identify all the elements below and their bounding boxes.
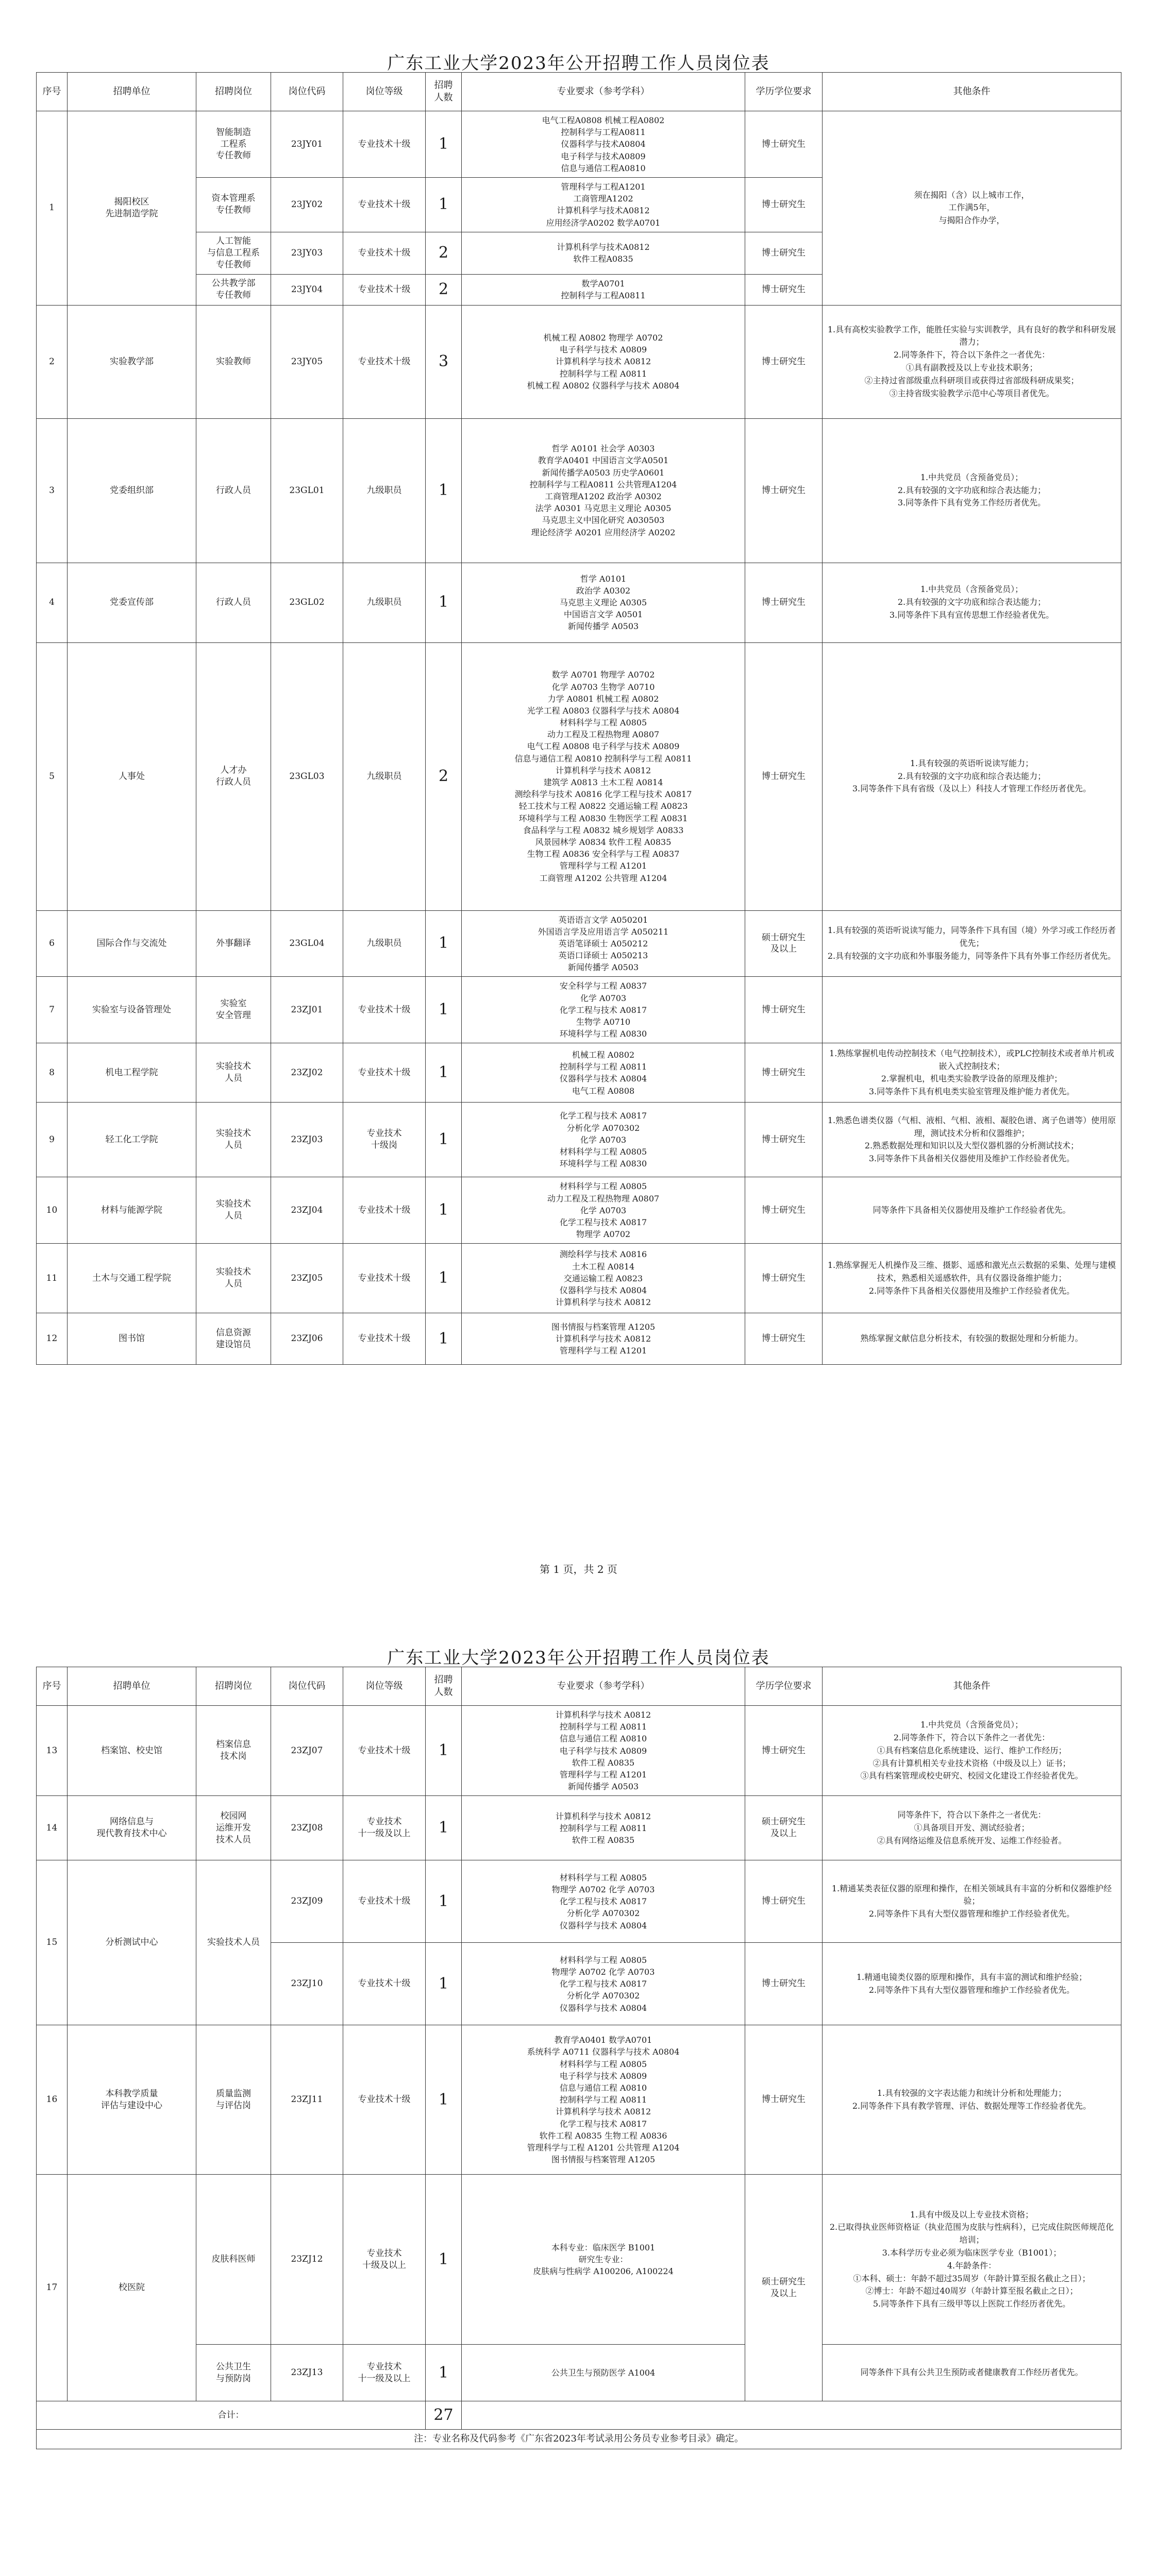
cell-edu: 博士研究生 (745, 418, 823, 563)
cell-seq: 2 (37, 305, 68, 418)
cell-unit: 国际合作与交流处 (68, 910, 196, 977)
cell-post: 校园网 运维开发 技术人员 (196, 1796, 271, 1860)
cell-level: 专业技术 十级岗 (343, 1103, 426, 1177)
cell-level: 九级职员 (343, 910, 426, 977)
header-major: 专业要求（参考学科） (462, 1667, 745, 1706)
cell-unit: 机电工程学院 (68, 1043, 196, 1103)
cell-major: 材料科学与工程 A0805 物理学 A0702 化学 A0703 化学工程与技术 A0817 分析化学 A070302 仪器科学与技术 A0804 (462, 1860, 745, 1943)
cell-post: 资本管理系 专任教师 (196, 177, 271, 232)
page-title: 广东工业大学2023年公开招聘工作人员岗位表 (387, 1648, 770, 1668)
page-title: 广东工业大学2023年公开招聘工作人员岗位表 (387, 53, 770, 74)
cell-seq: 6 (37, 910, 68, 977)
cell-seq: 10 (37, 1177, 68, 1244)
cell-unit: 人事处 (68, 642, 196, 910)
cell-code: 23ZJ09 (271, 1860, 343, 1943)
cell-edu: 博士研究生 (745, 232, 823, 274)
cell-level: 专业技术十级 (343, 1244, 426, 1313)
header-seq: 序号 (37, 1667, 68, 1706)
cell-post: 实验技术 人员 (196, 1177, 271, 1244)
header-major: 专业要求（参考学科） (462, 73, 745, 111)
cell-other: 同等条件下具有公共卫生预防或者健康教育工作经历者优先。 (823, 2345, 1121, 2401)
cell-code: 23GL01 (271, 418, 343, 563)
cell-level: 专业技术 十级及以上 (343, 2175, 426, 2345)
header-edu: 学历学位要求 (745, 1667, 823, 1706)
cell-major: 数学 A0701 物理学 A0702 化学 A0703 生物学 A0710 力学 A0801 机械工程 A0802 光学工程 A0803 仪器科学与技术 A0804 材料科学与工程 A0805 动力工程及工程热物理 A0807 电气工程 A0808 电子科学与技术 A0809 信息与通信工程 A0810 控制科学与工程 A0811 计算机科学与技术 A0812 建筑学 A0813 土木工程 A0814 测绘科学与技术 A0816 化学工程与技术 A0817 轻工技术与工程 A0822 交通运输工程 A0823 环境科学与工程 A0830 生物医学工程 A0831 食品科学与工程 A0832 城乡规划学 A0833 风景园林学 A0834 软件工程 A0835 生物工程 A0836 安全科学与工程 A0837 管理科学与工程 A1201 工商管理 A1202 公共管理 A1204 (462, 642, 745, 910)
table-row (37, 642, 1121, 910)
cell-other: 同等条件下具备相关仪器使用及维护工作经验者优先。 (823, 1177, 1121, 1244)
cell-code: 23ZJ08 (271, 1796, 343, 1860)
cell-major: 计算机科学与技术A0812 软件工程A0835 (462, 232, 745, 274)
cell-post: 人工智能 与信息工程系 专任教师 (196, 232, 271, 274)
cell-count: 1 (426, 1103, 462, 1177)
cell-count: 1 (426, 2175, 462, 2345)
cell-unit: 材料与能源学院 (68, 1177, 196, 1244)
cell-unit: 图书馆 (68, 1313, 196, 1365)
cell-post: 公共卫生 与预防岗 (196, 2345, 271, 2401)
cell-other: 熟练掌握文献信息分析技术，有较强的数据处理和分析能力。 (823, 1313, 1121, 1365)
cell-seq: 9 (37, 1103, 68, 1177)
cell-edu: 博士研究生 (745, 1177, 823, 1244)
page-2 (0, 1636, 1157, 2576)
cell-major: 机械工程 A0802 控制科学与工程 A0811 仪器科学与技术 A0804 电气工程 A0808 (462, 1043, 745, 1103)
cell-edu: 博士研究生 (745, 305, 823, 418)
cell-code: 23ZJ01 (271, 977, 343, 1043)
cell-level: 专业技术十级 (343, 1043, 426, 1103)
table-row (37, 1706, 1121, 1796)
cell-other: 1.具有高校实验教学工作，能胜任实验与实训教学，具有良好的教学和科研发展潜力； 2.同等条件下，符合以下条件之一者优先： ①具有副教授及以上专业技术职务； ②主持过省部级重点科研项目或获得过省部级科研成果奖； ③主持省级实验教学示范中心等项目者优先。 (823, 305, 1121, 418)
cell-level: 专业技术 十一级及以上 (343, 2345, 426, 2401)
cell-code: 23ZJ13 (271, 2345, 343, 2401)
cell-code: 23GL04 (271, 910, 343, 977)
cell-level: 九级职员 (343, 563, 426, 642)
table-row (37, 2175, 1121, 2345)
cell-post: 行政人员 (196, 418, 271, 563)
cell-unit: 档案馆、校史馆 (68, 1706, 196, 1796)
cell-major: 本科专业：临床医学 B1001 研究生专业： 皮肤病与性病学 A100206, A100224 (462, 2175, 745, 2345)
cell-count: 1 (426, 1043, 462, 1103)
cell-major: 安全科学与工程 A0837 化学 A0703 化学工程与技术 A0817 生物学 A0710 环境科学与工程 A0830 (462, 977, 745, 1043)
cell-level: 专业技术十级 (343, 977, 426, 1043)
cell-edu: 硕士研究生 及以上 (745, 1796, 823, 1860)
header-other: 其他条件 (823, 1667, 1121, 1706)
cell-post: 档案信息 技术岗 (196, 1706, 271, 1796)
cell-code: 23JY01 (271, 111, 343, 178)
cell-other: 1.中共党员（含预备党员）； 2.同等条件下，符合以下条件之一者优先： ①具有档案信息化系统建设、运行、维护工作经历； ②具有计算机相关专业技术资格（中级及以上）证书； ③具有档案管理或校史研究、校园文化建设工作经验者优先。 (823, 1706, 1121, 1796)
cell-other: 1.精通某类表征仪器的原理和操作，在相关领域具有丰富的分析和仪器维护经验； 2.同等条件下具有大型仪器管理和维护工作经验者优先。 (823, 1860, 1121, 1943)
table-row (37, 1244, 1121, 1313)
cell-level: 专业技术十级 (343, 1177, 426, 1244)
cell-major: 测绘科学与技术 A0816 土木工程 A0814 交通运输工程 A0823 仪器科学与技术 A0804 计算机科学与技术 A0812 (462, 1244, 745, 1313)
cell-post: 实验技术 人员 (196, 1043, 271, 1103)
header-unit: 招聘单位 (68, 73, 196, 111)
cell-edu: 博士研究生 (745, 1943, 823, 2025)
header-level: 岗位等级 (343, 1667, 426, 1706)
job-table-page-2 (36, 1667, 1121, 2449)
page-number: 第 1 页，共 2 页 (540, 1563, 617, 1575)
table-row (37, 2025, 1121, 2175)
cell-major: 材料科学与工程 A0805 物理学 A0702 化学 A0703 化学工程与技术 A0817 分析化学 A070302 仪器科学与技术 A0804 (462, 1943, 745, 2025)
cell-count: 2 (426, 642, 462, 910)
cell-edu: 博士研究生 (745, 1860, 823, 1943)
cell-code: 23GL03 (271, 642, 343, 910)
cell-major: 教育学A0401 数学A0701 系统科学 A0711 仪器科学与技术 A0804 材料科学与工程 A0805 电子科学与技术 A0809 信息与通信工程 A0810 控制科学与工程 A0811 计算机科学与技术 A0812 化学工程与技术 A0817 软件工程 A0835 生物工程 A0836 管理科学与工程 A1201 公共管理 A1204 图书情报与档案管理 A1205 (462, 2025, 745, 2175)
cell-edu: 硕士研究生 及以上 (745, 910, 823, 977)
cell-level: 专业技术十级 (343, 111, 426, 178)
cell-count: 1 (426, 2025, 462, 2175)
cell-seq: 14 (37, 1796, 68, 1860)
table-row (37, 1313, 1121, 1365)
cell-major: 哲学 A0101 政治学 A0302 马克思主义理论 A0305 中国语言文学 A0501 新闻传播学 A0503 (462, 563, 745, 642)
cell-level: 专业技术 十一级及以上 (343, 1796, 426, 1860)
cell-post: 实验技术 人员 (196, 1244, 271, 1313)
cell-seq: 8 (37, 1043, 68, 1103)
cell-major: 哲学 A0101 社会学 A0303 教育学A0401 中国语言文学A0501 新闻传播学A0503 历史学A0601 控制科学与工程A0811 公共管理A1204 工商管理A1202 政治学 A0302 法学 A0301 马克思主义理论 A0305 马克思主义中国化研究 A030503 理论经济学 A0201 应用经济学 A0202 (462, 418, 745, 563)
cell-edu: 博士研究生 (745, 1313, 823, 1365)
footnote: 注：专业名称及代码参考《广东省2023年考试录用公务员专业参考目录》确定。 (37, 2430, 1121, 2449)
cell-seq: 17 (37, 2175, 68, 2401)
cell-code: 23ZJ02 (271, 1043, 343, 1103)
cell-major: 机械工程 A0802 物理学 A0702 电子科学与技术 A0809 计算机科学与技术 A0812 控制科学与工程 A0811 机械工程 A0802 仪器科学与技术 A0804 (462, 305, 745, 418)
table-row (37, 2345, 1121, 2401)
cell-major: 英语语言文学 A050201 外国语言学及应用语言学 A050211 英语笔译硕士 A050212 英语口译硕士 A050213 新闻传播学 A0503 (462, 910, 745, 977)
cell-count: 1 (426, 2345, 462, 2401)
cell-unit: 轻工化工学院 (68, 1103, 196, 1177)
table-row (37, 1860, 1121, 1943)
cell-major: 电气工程A0808 机械工程A0802 控制科学与工程A0811 仪器科学与技术A0804 电子科学与技术A0809 信息与通信工程A0810 (462, 111, 745, 178)
header-other: 其他条件 (823, 73, 1121, 111)
header-code: 岗位代码 (271, 1667, 343, 1706)
cell-edu: 博士研究生 (745, 1103, 823, 1177)
cell-code: 23JY05 (271, 305, 343, 418)
header-post: 招聘岗位 (196, 73, 271, 111)
cell-post: 行政人员 (196, 563, 271, 642)
cell-major: 计算机科学与技术 A0812 控制科学与工程 A0811 软件工程 A0835 (462, 1796, 745, 1860)
table-row (37, 1177, 1121, 1244)
cell-edu: 博士研究生 (745, 177, 823, 232)
cell-count: 1 (426, 1313, 462, 1365)
header-level: 岗位等级 (343, 73, 426, 111)
cell-post: 人才办 行政人员 (196, 642, 271, 910)
table-row (37, 111, 1121, 178)
cell-seq: 13 (37, 1706, 68, 1796)
cell-unit: 揭阳校区 先进制造学院 (68, 111, 196, 306)
cell-seq: 16 (37, 2025, 68, 2175)
cell-level: 专业技术十级 (343, 1706, 426, 1796)
table-row (37, 910, 1121, 977)
table-row (37, 305, 1121, 418)
cell-other: 1.精通电镜类仪器的原理和操作，具有丰富的测试和维护经验； 2.同等条件下具有大型仪器管理和维护工作经验者优先。 (823, 1943, 1121, 2025)
table-row (37, 563, 1121, 642)
cell-level: 专业技术十级 (343, 177, 426, 232)
cell-post: 实验技术人员 (196, 1860, 271, 2025)
cell-unit: 实验室与设备管理处 (68, 977, 196, 1043)
cell-code: 23JY04 (271, 274, 343, 305)
cell-unit: 分析测试中心 (68, 1860, 196, 2025)
cell-major: 材料科学与工程 A0805 动力工程及工程热物理 A0807 化学 A0703 化学工程与技术 A0817 物理学 A0702 (462, 1177, 745, 1244)
footnote-row (37, 2430, 1121, 2449)
total-label: 合计： (37, 2401, 426, 2430)
total-blank (462, 2401, 1121, 2430)
cell-count: 1 (426, 1796, 462, 1860)
cell-code: 23ZJ07 (271, 1706, 343, 1796)
cell-count: 1 (426, 1244, 462, 1313)
table-header (37, 73, 1121, 111)
cell-other (823, 977, 1121, 1043)
cell-edu: 博士研究生 (745, 563, 823, 642)
table-row (37, 418, 1121, 563)
header-count: 招聘人数 (426, 1667, 462, 1706)
cell-level: 专业技术十级 (343, 274, 426, 305)
header-post: 招聘岗位 (196, 1667, 271, 1706)
total-count: 27 (426, 2401, 462, 2430)
cell-count: 1 (426, 1706, 462, 1796)
cell-unit: 党委组织部 (68, 418, 196, 563)
cell-code: 23JY03 (271, 232, 343, 274)
cell-edu: 博士研究生 (745, 2025, 823, 2175)
cell-other: 1.中共党员（含预备党员）； 2.具有较强的文字功底和综合表达能力； 3.同等条件下具有党务工作经历者优先。 (823, 418, 1121, 563)
cell-edu: 硕士研究生 及以上 (745, 2175, 823, 2401)
cell-edu: 博士研究生 (745, 642, 823, 910)
cell-count: 1 (426, 563, 462, 642)
table-header (37, 1667, 1121, 1706)
table-row (37, 1103, 1121, 1177)
cell-count: 1 (426, 1177, 462, 1244)
cell-unit: 校医院 (68, 2175, 196, 2401)
header-seq: 序号 (37, 73, 68, 111)
cell-other: 1.具有较强的英语听说读写能力，同等条件下具有国（境）外学习或工作经历者优先； 2.具有较强的文字功底和外事服务能力，同等条件下具有外事工作经历者优先。 (823, 910, 1121, 977)
cell-post: 智能制造 工程系 专任教师 (196, 111, 271, 178)
cell-major: 化学工程与技术 A0817 分析化学 A070302 化学 A0703 材料科学与工程 A0805 环境科学与工程 A0830 (462, 1103, 745, 1177)
cell-count: 1 (426, 177, 462, 232)
cell-unit: 党委宣传部 (68, 563, 196, 642)
header-code: 岗位代码 (271, 73, 343, 111)
cell-unit: 实验教学部 (68, 305, 196, 418)
cell-post: 信息资源 建设馆员 (196, 1313, 271, 1365)
cell-seq: 11 (37, 1244, 68, 1313)
cell-post: 质量监测 与评估岗 (196, 2025, 271, 2175)
cell-code: 23ZJ05 (271, 1244, 343, 1313)
cell-code: 23ZJ03 (271, 1103, 343, 1177)
cell-level: 九级职员 (343, 642, 426, 910)
cell-other: 1.具有较强的英语听说读写能力； 2.具有较强的文字功底和综合表达能力； 3.同等条件下具有省级（及以上）科技人才管理工作经历者优先。 (823, 642, 1121, 910)
cell-edu: 博士研究生 (745, 111, 823, 178)
cell-other: 1.具有较强的文字表达能力和统计分析和处理能力； 2.同等条件下具有教学管理、评估、数据处理等工作经验者优先。 (823, 2025, 1121, 2175)
header-count: 招聘人数 (426, 73, 462, 111)
cell-post: 实验室 安全管理 (196, 977, 271, 1043)
header-unit: 招聘单位 (68, 1667, 196, 1706)
cell-major: 公共卫生与预防医学 A1004 (462, 2345, 745, 2401)
cell-other: 1.熟练掌握无人机操作及三维、摄影、遥感和激光点云数据的采集、处理与建模技术，熟悉相关遥感软件，具有仪器设备维护能力； 2.同等条件下具备相关仪器使用及维护工作经验者优先。 (823, 1244, 1121, 1313)
cell-major: 数学A0701 控制科学与工程A0811 (462, 274, 745, 305)
cell-seq: 12 (37, 1313, 68, 1365)
cell-level: 九级职员 (343, 418, 426, 563)
cell-seq: 7 (37, 977, 68, 1043)
cell-count: 1 (426, 111, 462, 178)
cell-code: 23ZJ12 (271, 2175, 343, 2345)
cell-code: 23ZJ06 (271, 1313, 343, 1365)
table-row (37, 1043, 1121, 1103)
cell-post: 实验技术 人员 (196, 1103, 271, 1177)
cell-level: 专业技术十级 (343, 305, 426, 418)
cell-post: 外事翻译 (196, 910, 271, 977)
cell-seq: 1 (37, 111, 68, 306)
cell-unit: 土木与交通工程学院 (68, 1244, 196, 1313)
cell-count: 2 (426, 232, 462, 274)
cell-edu: 博士研究生 (745, 1244, 823, 1313)
cell-seq: 5 (37, 642, 68, 910)
total-row (37, 2401, 1121, 2430)
cell-edu: 博士研究生 (745, 1043, 823, 1103)
cell-edu: 博士研究生 (745, 274, 823, 305)
cell-seq: 15 (37, 1860, 68, 2025)
table-row (37, 977, 1121, 1043)
cell-count: 2 (426, 274, 462, 305)
cell-other: 1.具有中级及以上专业技术资格； 2.已取得执业医师资格证（执业范围为皮肤与性病科），已完成住院医师规范化培训； 3.本科学历专业必须为临床医学专业（B1001）； 4.年龄条件： ①本科、硕士：年龄不超过35周岁（年龄计算至报名截止之日）； ②博士：年龄不超过40周岁（年龄计算至报名截止之日）； 5.同等条件下具有三级甲等以上医院工作经历者优先。 (823, 2175, 1121, 2345)
header-edu: 学历学位要求 (745, 73, 823, 111)
cell-unit: 本科教学质量 评估与建设中心 (68, 2025, 196, 2175)
cell-count: 1 (426, 977, 462, 1043)
cell-level: 专业技术十级 (343, 1313, 426, 1365)
cell-other: 1.中共党员（含预备党员）； 2.具有较强的文字功底和综合表达能力； 3.同等条件下具有宣传思想工作经验者优先。 (823, 563, 1121, 642)
cell-major: 图书情报与档案管理 A1205 计算机科学与技术 A0812 管理科学与工程 A1201 (462, 1313, 745, 1365)
cell-count: 3 (426, 305, 462, 418)
cell-post: 公共教学部 专任教师 (196, 274, 271, 305)
cell-other: 须在揭阳（含）以上城市工作， 工作满5年， 与揭阳合作办学， (823, 111, 1121, 306)
cell-edu: 博士研究生 (745, 1706, 823, 1796)
cell-code: 23JY02 (271, 177, 343, 232)
cell-count: 1 (426, 910, 462, 977)
cell-post: 实验教师 (196, 305, 271, 418)
cell-code: 23GL02 (271, 563, 343, 642)
cell-other: 1.熟练掌握机电传动控制技术（电气控制技术），或PLC控制技术或者单片机或嵌入式控制技术； 2.掌握机电，机电类实验教学设备的原理及维护； 3.同等条件下具有机电类实验室管理及维护能力者优先。 (823, 1043, 1121, 1103)
cell-count: 1 (426, 1943, 462, 2025)
cell-count: 1 (426, 1860, 462, 1943)
cell-level: 专业技术十级 (343, 1943, 426, 2025)
cell-level: 专业技术十级 (343, 232, 426, 274)
cell-level: 专业技术十级 (343, 1860, 426, 1943)
table-row (37, 1796, 1121, 1860)
cell-level: 专业技术十级 (343, 2025, 426, 2175)
cell-major: 计算机科学与技术 A0812 控制科学与工程 A0811 信息与通信工程 A0810 电子科学与技术 A0809 软件工程 A0835 管理科学与工程 A1201 新闻传播学 A0503 (462, 1706, 745, 1796)
cell-code: 23ZJ11 (271, 2025, 343, 2175)
cell-seq: 4 (37, 563, 68, 642)
cell-other: 同等条件下，符合以下条件之一者优先： ①具备项目开发、测试经验者； ②具有网络运维及信息系统开发、运维工作经验者。 (823, 1796, 1121, 1860)
cell-code: 23ZJ10 (271, 1943, 343, 2025)
cell-other: 1.熟悉色谱类仪器（气相、液相、气相、液相、凝胶色谱、离子色谱等）使用原理，测试技术分析和仪器维护； 2.熟悉数据处理和知识以及大型仪器机器的分析测试技术； 3.同等条件下具备相关仪器使用及维护工作经验者优先。 (823, 1103, 1121, 1177)
cell-edu: 博士研究生 (745, 977, 823, 1043)
job-table-page-1 (36, 72, 1121, 1365)
cell-seq: 3 (37, 418, 68, 563)
cell-code: 23ZJ04 (271, 1177, 343, 1244)
cell-major: 管理科学与工程A1201 工商管理A1202 计算机科学与技术A0812 应用经济学A0202 数学A0701 (462, 177, 745, 232)
cell-post: 皮肤科医师 (196, 2175, 271, 2345)
cell-count: 1 (426, 418, 462, 563)
cell-unit: 网络信息与 现代教育技术中心 (68, 1796, 196, 1860)
